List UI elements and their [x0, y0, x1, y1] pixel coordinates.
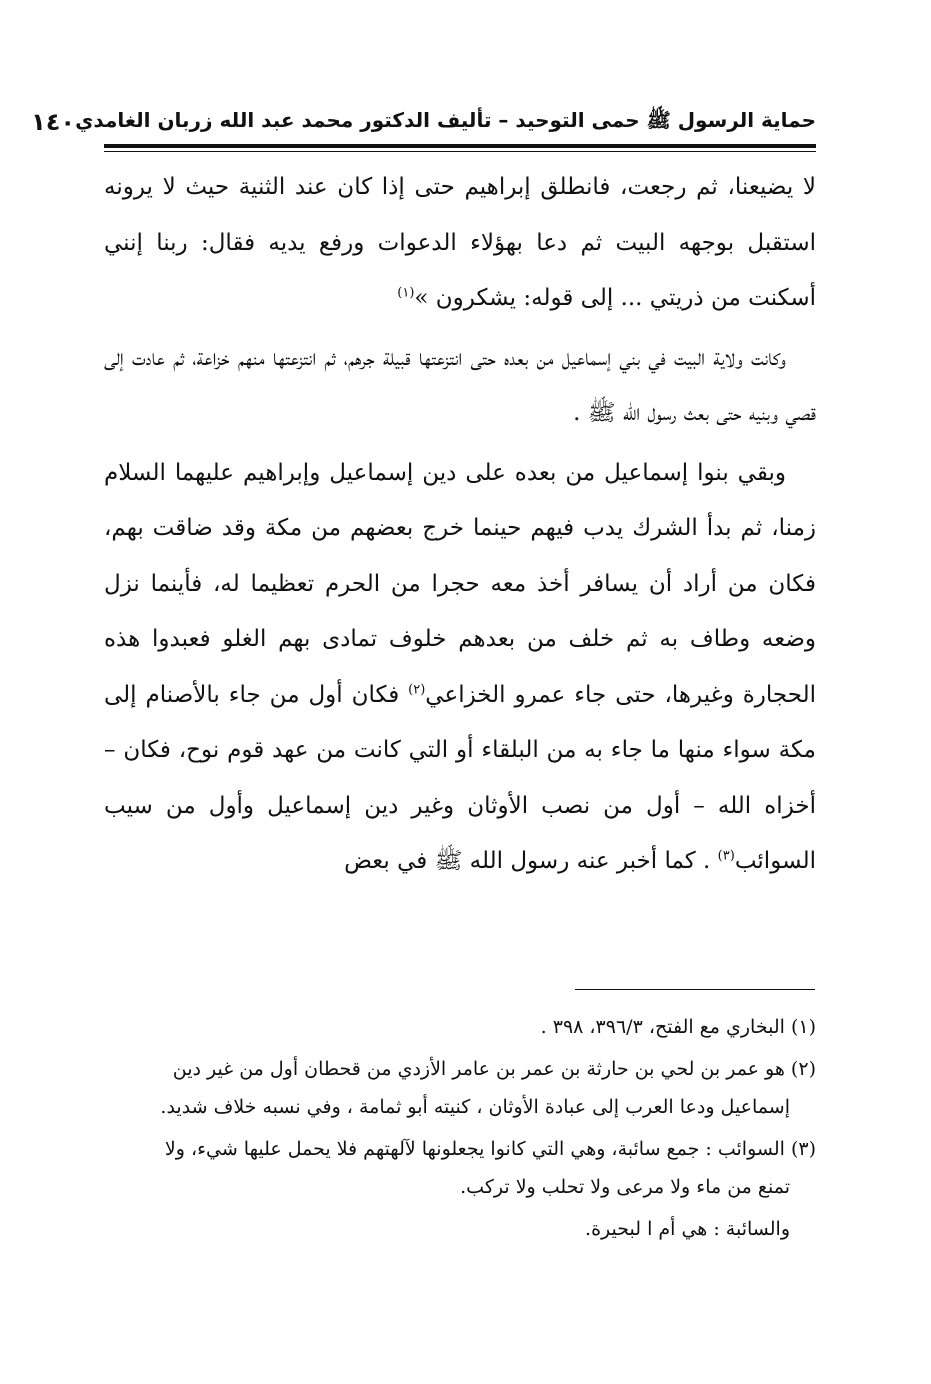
paragraph-2: وكانت ولاية البيت في بني إسماعيل من بعده حتى انتزعتها قبيلة جرهم، ثم انتزعتها منهم خزاعة، ثم عادت إلى قصي وبنيه حتى بعث رسول الله ﷺ . — [104, 344, 816, 426]
header-title: حماية الرسول ﷺ حمى التوحيد – تأليف الدكتور محمد عبد الله زربان الغامدي — [75, 107, 816, 132]
header-rule-thin — [104, 151, 816, 152]
footnote-3-extra: والسائبة : هي أم ا لبحيرة. — [585, 1218, 790, 1240]
header-rule-thick — [104, 144, 816, 148]
paragraph-1 — [104, 160, 816, 327]
footnote-ref-2: (٢) — [408, 681, 426, 697]
paragraph-3-text-a: وبقي بنوا إسماعيل من بعده على دين إسماعيل وإبراهيم عليهما السلام زمنا، ثم بدأ الشرك يدب فيهم حينما خرج بعضهم من مكة وقد ضاقت بهم، فكان من أراد أن يسافر أخذ معه حجرا من الحرم تعظيما له، فأينما نزل وضعه وطاف به ثم خلف من بعدهم خلوف تمادى بهم الغلو فعبدوا هذه الحجارة وغيرها، حتى جاء عمرو الخزاعي — [104, 459, 817, 708]
paragraph-3 — [104, 446, 816, 890]
page-number: ١٤٠ — [31, 108, 76, 136]
footnote-2-line-2: إسماعيل ودعا العرب إلى عبادة الأوثان ، كنيته أبو ثمامة ، وفي نسبه خلاف شديد. — [160, 1096, 790, 1118]
paragraph-3-text-b: فكان أول من جاء بالأصنام إلى مكة سواء منها ما جاء به من البلقاء أو التي كانت من عهد قوم نوح، فكان –أخزاه الله – أول من نصب الأوثان وغير دين إسماعيل وأول من سيب السوائب — [104, 681, 816, 874]
running-header — [31, 104, 816, 140]
paragraph-3-text-c: . كما أخبر عنه رسول الله ﷺ في بعض — [344, 848, 718, 874]
footnote-3 — [104, 1130, 816, 1206]
footnote-2-line-1: (٢) هو عمر بن لحي بن حارثة بن عمر بن عامر الأزدي من قحطان أول من غير دين — [172, 1058, 816, 1080]
footnote-divider — [575, 989, 815, 990]
paragraph-1-text: لا يضيعنا، ثم رجعت، فانطلق إبراهيم حتى إذا كان عند الثنية حيث لا يرونه استقبل بوجهه البيت ثم دعا بهؤلاء الدعوات ورفع يديه فقال: ربنا إنني أسكنت من ذريتي ... إلى قوله: يشكرون » — [104, 174, 816, 311]
footnote-3-line-2: تمنع من ماء ولا مرعى ولا تحلب ولا تركب. — [460, 1176, 790, 1198]
footnotes — [104, 1008, 816, 1248]
main-text — [104, 160, 816, 894]
footnote-ref-3: (٣) — [717, 848, 735, 864]
footnote-3-line-1: (٣) السوائب : جمع سائبة، وهي التي كانوا يجعلونها لآلهتهم فلا يحمل عليها شيء، ولا — [164, 1138, 816, 1160]
footnote-ref-1: (١) — [397, 285, 415, 301]
footnote-2 — [104, 1050, 816, 1126]
footnote-1: (١) البخاري مع الفتح، ٣٩٦/٣، ٣٩٨ . — [540, 1016, 816, 1038]
